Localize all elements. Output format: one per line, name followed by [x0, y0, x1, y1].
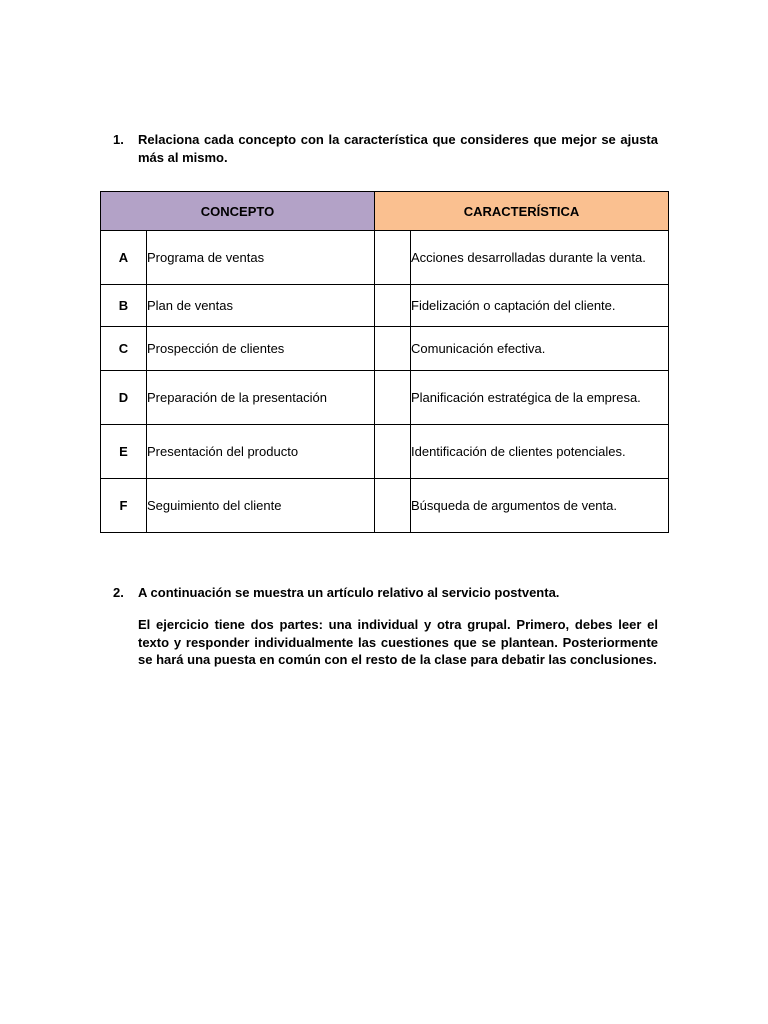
row-letter: D: [101, 371, 147, 425]
row-concept: Presentación del producto: [147, 425, 375, 479]
row-concept: Programa de ventas: [147, 231, 375, 285]
question-2-number: 2.: [113, 585, 124, 600]
answer-cell[interactable]: [375, 327, 411, 371]
table-row: [101, 327, 669, 371]
row-letter: C: [101, 327, 147, 371]
row-letter: E: [101, 425, 147, 479]
row-letter: B: [101, 285, 147, 327]
answer-cell[interactable]: [375, 285, 411, 327]
header-caracteristica: CARACTERÍSTICA: [375, 192, 669, 231]
question-2: [113, 584, 658, 602]
row-characteristic: Fidelización o captación del cliente.: [411, 285, 669, 327]
row-concept: Prospección de clientes: [147, 327, 375, 371]
table-header-row: [101, 192, 669, 231]
answer-cell[interactable]: [375, 231, 411, 285]
row-letter: A: [101, 231, 147, 285]
answer-cell[interactable]: [375, 371, 411, 425]
question-2-body: El ejercicio tiene dos partes: una individual y otra grupal. Primero, debes leer el texto y responder individualmente las cuestiones que se plantean. Posteriormente se hará una puesta en común con el resto de la clase para debatir las conclusiones.: [138, 617, 658, 667]
table-row: [101, 371, 669, 425]
row-characteristic: Comunicación efectiva.: [411, 327, 669, 371]
table-row: [101, 479, 669, 533]
row-concept: Preparación de la presentación: [147, 371, 375, 425]
row-concept: Seguimiento del cliente: [147, 479, 375, 533]
row-letter: F: [101, 479, 147, 533]
row-characteristic: Planificación estratégica de la empresa.: [411, 371, 669, 425]
question-1: [113, 131, 658, 167]
table-row: [101, 285, 669, 327]
row-characteristic: Identificación de clientes potenciales.: [411, 425, 669, 479]
row-concept: Plan de ventas: [147, 285, 375, 327]
table-row: [101, 425, 669, 479]
matching-table: [100, 191, 669, 533]
row-characteristic: Acciones desarrolladas durante la venta.: [411, 231, 669, 285]
answer-cell[interactable]: [375, 425, 411, 479]
answer-cell[interactable]: [375, 479, 411, 533]
question-1-number: 1.: [113, 132, 124, 147]
row-characteristic: Búsqueda de argumentos de venta.: [411, 479, 669, 533]
table-row: [101, 231, 669, 285]
question-2-text: A continuación se muestra un artículo relativo al servicio postventa.: [138, 585, 560, 600]
header-concepto: CONCEPTO: [101, 192, 375, 231]
question-1-text: Relaciona cada concepto con la característica que consideres que mejor se ajusta más al mismo.: [138, 132, 658, 165]
